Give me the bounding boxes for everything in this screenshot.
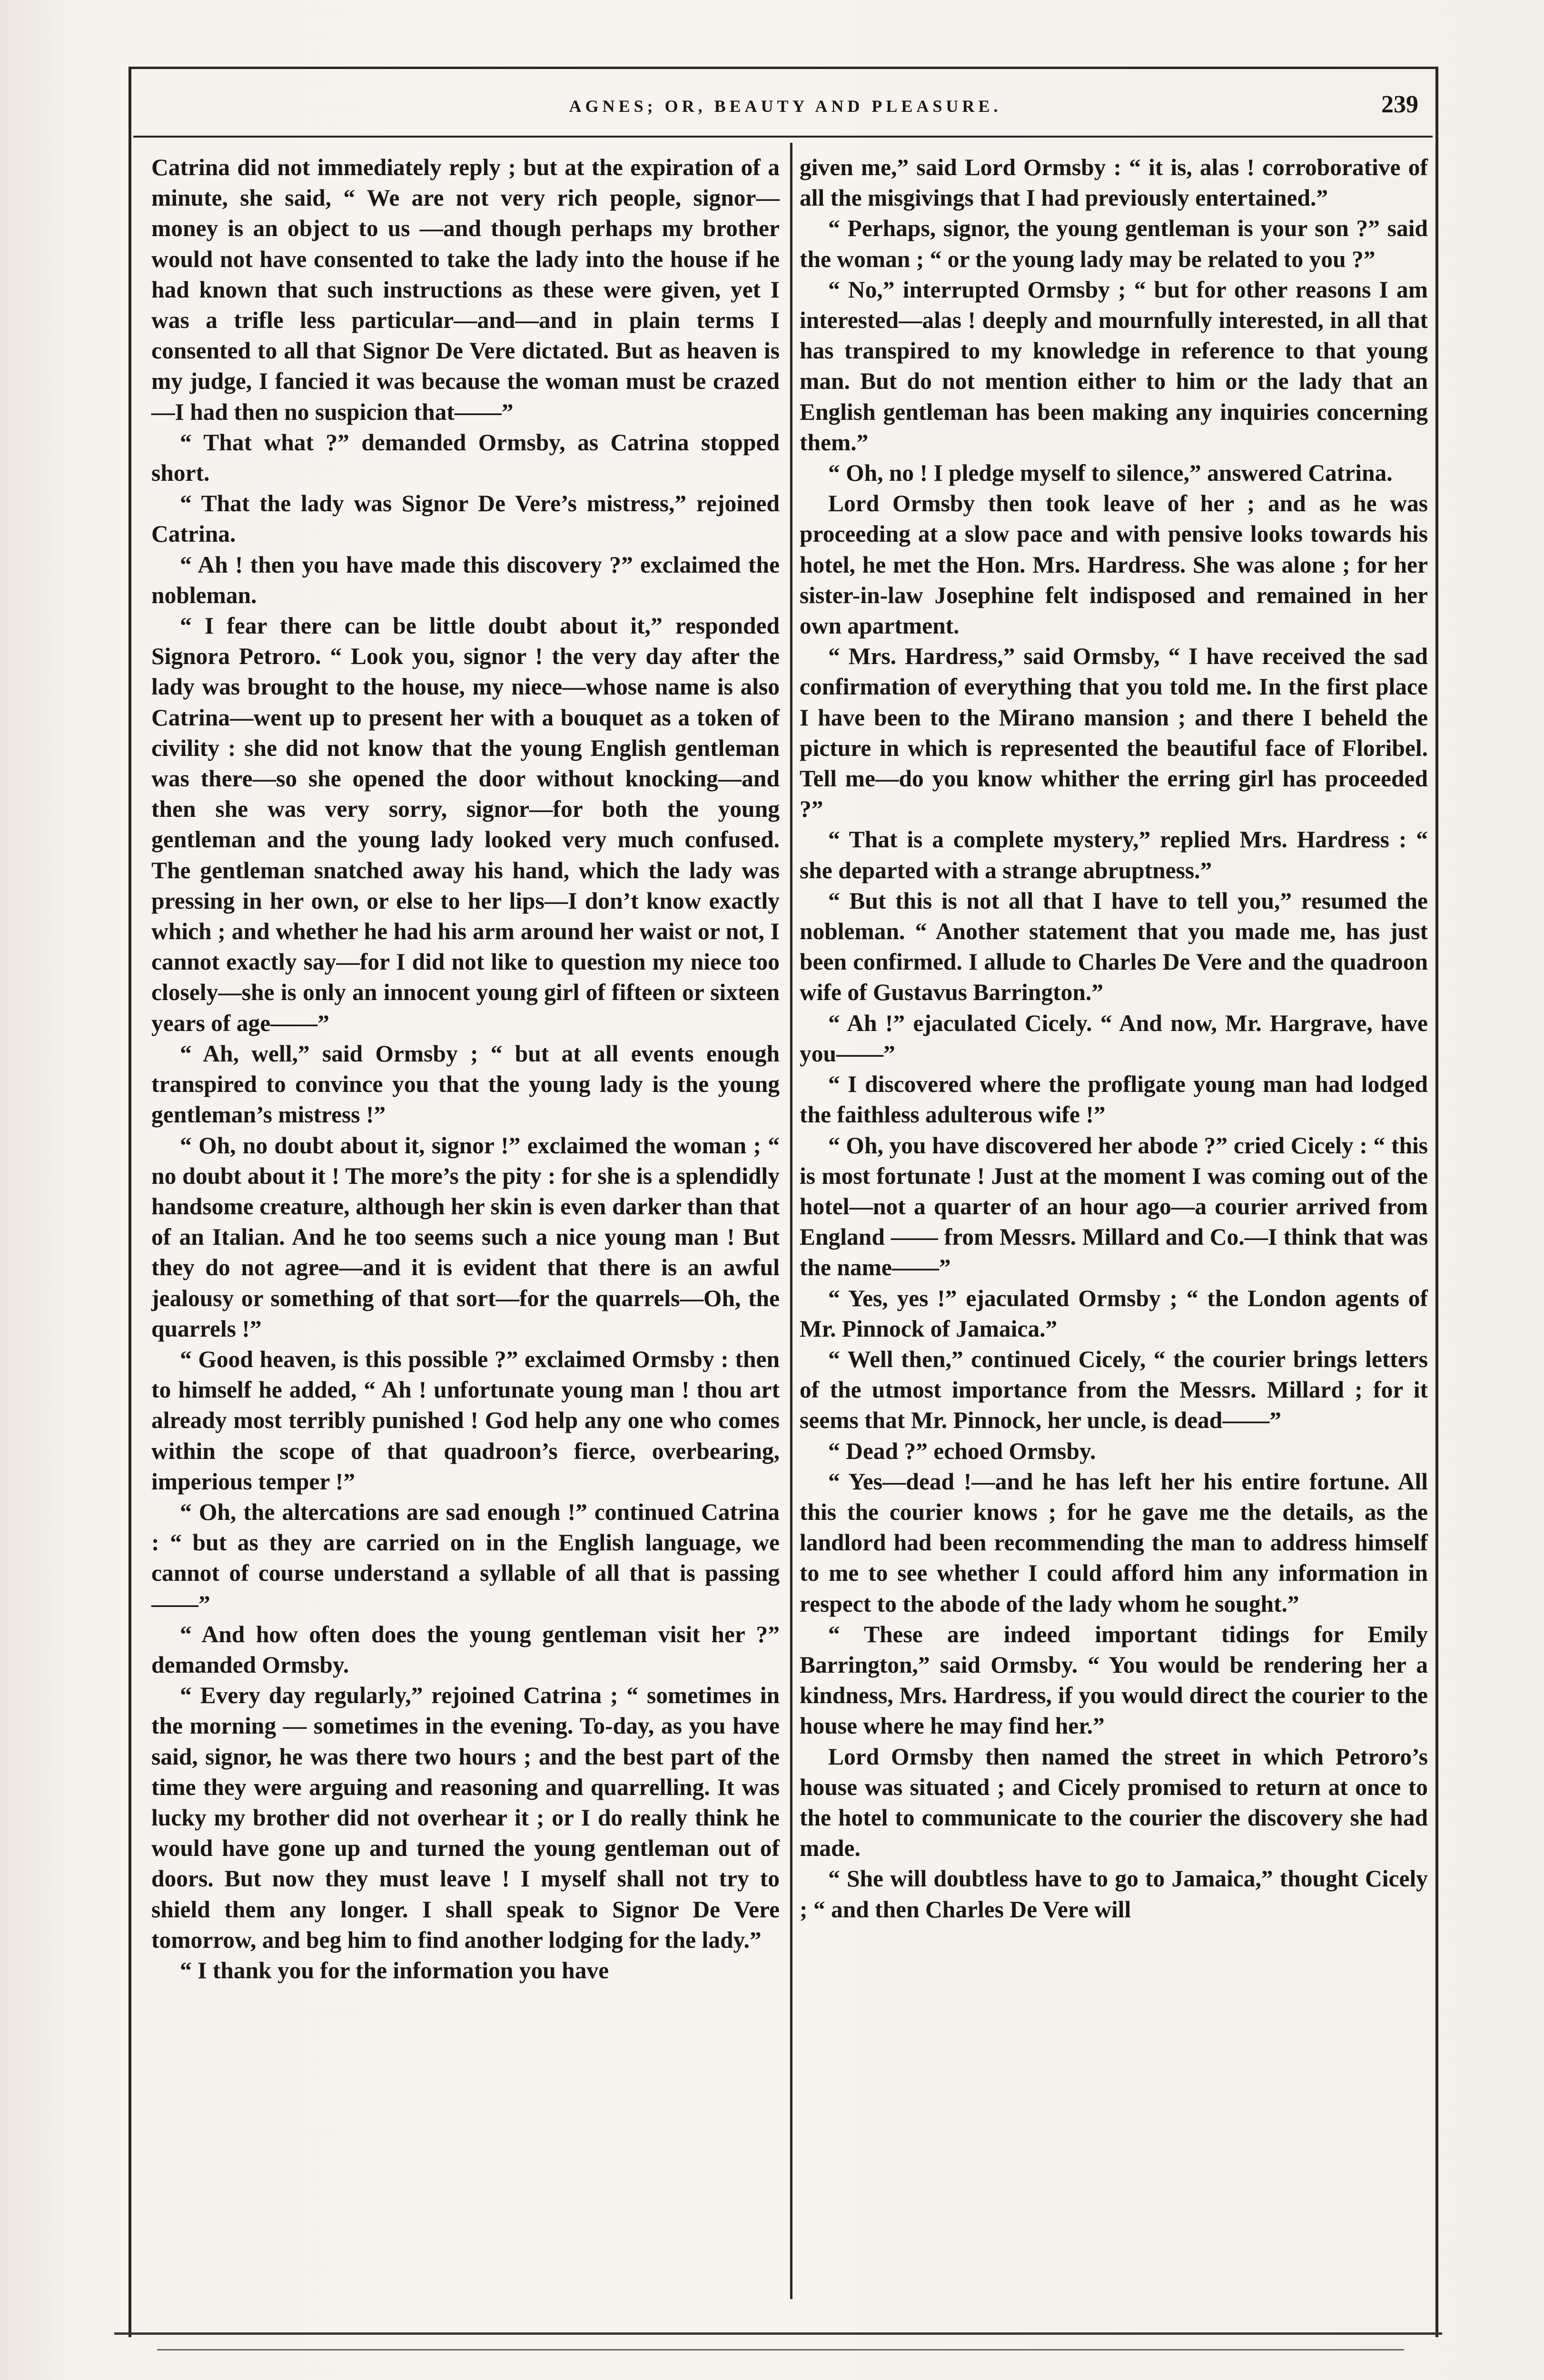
page-number: 239	[1381, 91, 1418, 118]
paragraph: “ Oh, no ! I pledge myself to silence,” answered Catrina.	[828, 460, 1393, 486]
paragraph: “ Oh, no doubt about it, signor !” exclaimed the woman ; “ no doubt about it ! The more’s the pity : for she is a splendidly handsome creature, although her skin is even darker than that of an Italian. And he too seems such a nice young man ! But they do not agree—and it is evident that there is an awful jealousy or something of that sort—for the quarrels—Oh, the quarrels !”	[151, 1132, 780, 1342]
paragraph: “ Oh, you have discovered her abode ?” cried Cicely : “ this is most fortunate ! Just at the moment I was coming out of the hotel—not a quarter of an hour ago—a courier arrived from England —— from Messrs. Millard and Co.—I think that was the name——”	[800, 1132, 1428, 1281]
paragraph: “ Perhaps, signor, the young gentleman is your son ?” said the woman ; “ or the young lady may be related to you ?”	[800, 215, 1428, 272]
footer-rule	[114, 2332, 1442, 2335]
paragraph: “ That the lady was Signor De Vere’s mistress,” rejoined Catrina.	[151, 490, 780, 547]
paragraph: “ Dead ?” echoed Ormsby.	[828, 1438, 1096, 1464]
running-head	[143, 90, 1428, 124]
paragraph: “ She will doubtless have to go to Jamaica,” thought Cicely ; “ and then Charles De Vere will	[800, 1865, 1428, 1923]
paragraph: “ I discovered where the profligate young man had lodged the faithless adulterous wife !”	[800, 1071, 1428, 1128]
paragraph: “ That what ?” demanded Ormsby, as Catrina stopped short.	[151, 429, 780, 486]
header-rule	[133, 136, 1433, 138]
column-divider	[790, 143, 792, 2299]
paragraph: “ No,” interrupted Ormsby ; “ but for other reasons I am interested—alas ! deeply and mournfully interested, in all that has transpired to my knowledge in reference to that young man. But do not mention either to him or the lady that an English gentleman has been making any inquiries concerning them.”	[800, 276, 1428, 456]
paragraph: “ Yes, yes !” ejaculated Ormsby ; “ the London agents of Mr. Pinnock of Jamaica.”	[800, 1285, 1428, 1342]
paragraph: “ Mrs. Hardress,” said Ormsby, “ I have received the sad confirmation of everything that you told me. In the first place I have been to the Mirano mansion ; and there I beheld the picture in which is represented the beautiful face of Floribel. Tell me—do you know whither the erring girl has proceeded ?”	[800, 643, 1428, 823]
paragraph: “ Good heaven, is this possible ?” exclaimed Ormsby : then to himself he added, “ Ah ! unfortunate young man ! thou art already most terribly punished ! God help any one who comes within the scope of that quadroon’s fierce, overbearing, imperious temper !”	[151, 1346, 780, 1495]
paragraph: “ These are indeed important tidings for Emily Barrington,” said Ormsby. “ You would be rendering her a kindness, Mrs. Hardress, if you would direct the courier to the house where he may find her.”	[800, 1621, 1428, 1739]
footer-rule-secondary	[157, 2349, 1404, 2350]
paragraph: “ I thank you for the information you have	[180, 1957, 609, 1983]
paragraph: “ Ah, well,” said Ormsby ; “ but at all events enough transpired to convince you that the young lady is the young gentleman’s mistress !”	[151, 1040, 780, 1128]
paragraph: Lord Ormsby then took leave of her ; and as he was proceeding at a slow pace and with pensive looks towards his hotel, he met the Hon. Mrs. Hardress. She was alone ; for her sister-in-law Josephine felt indisposed and remained in her own apartment.	[800, 490, 1428, 639]
paragraph: “ That is a complete mystery,” replied Mrs. Hardress : “ she departed with a strange abruptness.”	[800, 826, 1428, 883]
paragraph: “ Ah ! then you have made this discovery ?” exclaimed the nobleman.	[151, 551, 780, 608]
right-column	[800, 152, 1428, 2304]
left-column	[151, 152, 780, 2304]
paragraph: Lord Ormsby then named the street in which Petroro’s house was situated ; and Cicely promised to return at once to the hotel to communicate to the courier the discovery she had made.	[800, 1743, 1428, 1862]
paragraph: “ Yes—dead !—and he has left her his entire fortune. All this the courier knows ; for he gave me the details, as the landlord had been recommending the man to address himself to me to see whether I could afford him any information in respect to the abode of the lady whom he sought.”	[800, 1468, 1428, 1617]
paragraph: “ And how often does the young gentleman visit her ?” demanded Ormsby.	[151, 1621, 780, 1678]
paragraph: “ Well then,” continued Cicely, “ the courier brings letters of the utmost importance from the Messrs. Millard ; for it seems that Mr. Pinnock, her uncle, is dead——”	[800, 1346, 1428, 1434]
paragraph: “ Oh, the altercations are sad enough !” continued Catrina : “ but as they are carried on in the English language, we cannot of course understand a syllable of all that is passing——”	[151, 1498, 780, 1617]
paragraph: given me,” said Lord Ormsby : “ it is, alas ! corroborative of all the misgivings that I had previously entertained.”	[800, 154, 1428, 211]
paragraph: “ But this is not all that I have to tell you,” resumed the nobleman. “ Another statement that you made me, has just been confirmed. I allude to Charles De Vere and the quadroon wife of Gustavus Barrington.”	[800, 887, 1428, 1006]
paragraph: “ I fear there can be little doubt about it,” responded Signora Petroro. “ Look you, signor ! the very day after the lady was brought to the house, my niece—whose name is also Catrina—went up to present her with a bouquet as a token of civility : she did not know that the young English gentleman was there—so she opened the door without knocking—and then she was very sorry, signor—for both the young gentleman and the young lady looked very much confused. The gentleman snatched away his hand, which the lady was pressing in her own, or else to her lips—I don’t know exactly which ; and whether he had his arm around her waist or not, I cannot exactly say—for I did not like to question my niece too closely—she is only an innocent young girl of fifteen or sixteen years of age——”	[151, 613, 780, 1036]
paragraph: Catrina did not immediately reply ; but at the expiration of a minute, she said, “ We are not very rich people, signor—money is an object to us —and though perhaps my brother would not have consented to take the lady into the house if he had known that such instructions as these were given, yet I was a trifle less particular—and—and in plain terms I consented to all that Signor De Vere dictated. But as heaven is my judge, I fancied it was because the woman must be crazed—I had then no suspicion that——”	[151, 154, 780, 425]
paragraph: “ Ah !” ejaculated Cicely. “ And now, Mr. Hargrave, have you——”	[800, 1010, 1428, 1067]
paragraph: “ Every day regularly,” rejoined Catrina ; “ sometimes in the morning — sometimes in the evening. To-day, as you have said, signor, he was there two hours ; and the best part of the time they were arguing and reasoning and quarrelling. It was lucky my brother did not overhear it ; or I do really think he would have gone up and turned the young gentleman out of doors. But now they must leave ! I myself shall not try to shield them any longer. I shall speak to Signor De Vere tomorrow, and beg him to find another lodging for the lady.”	[151, 1682, 780, 1953]
running-title: AGNES; OR, BEAUTY AND PLEASURE.	[569, 97, 1002, 116]
